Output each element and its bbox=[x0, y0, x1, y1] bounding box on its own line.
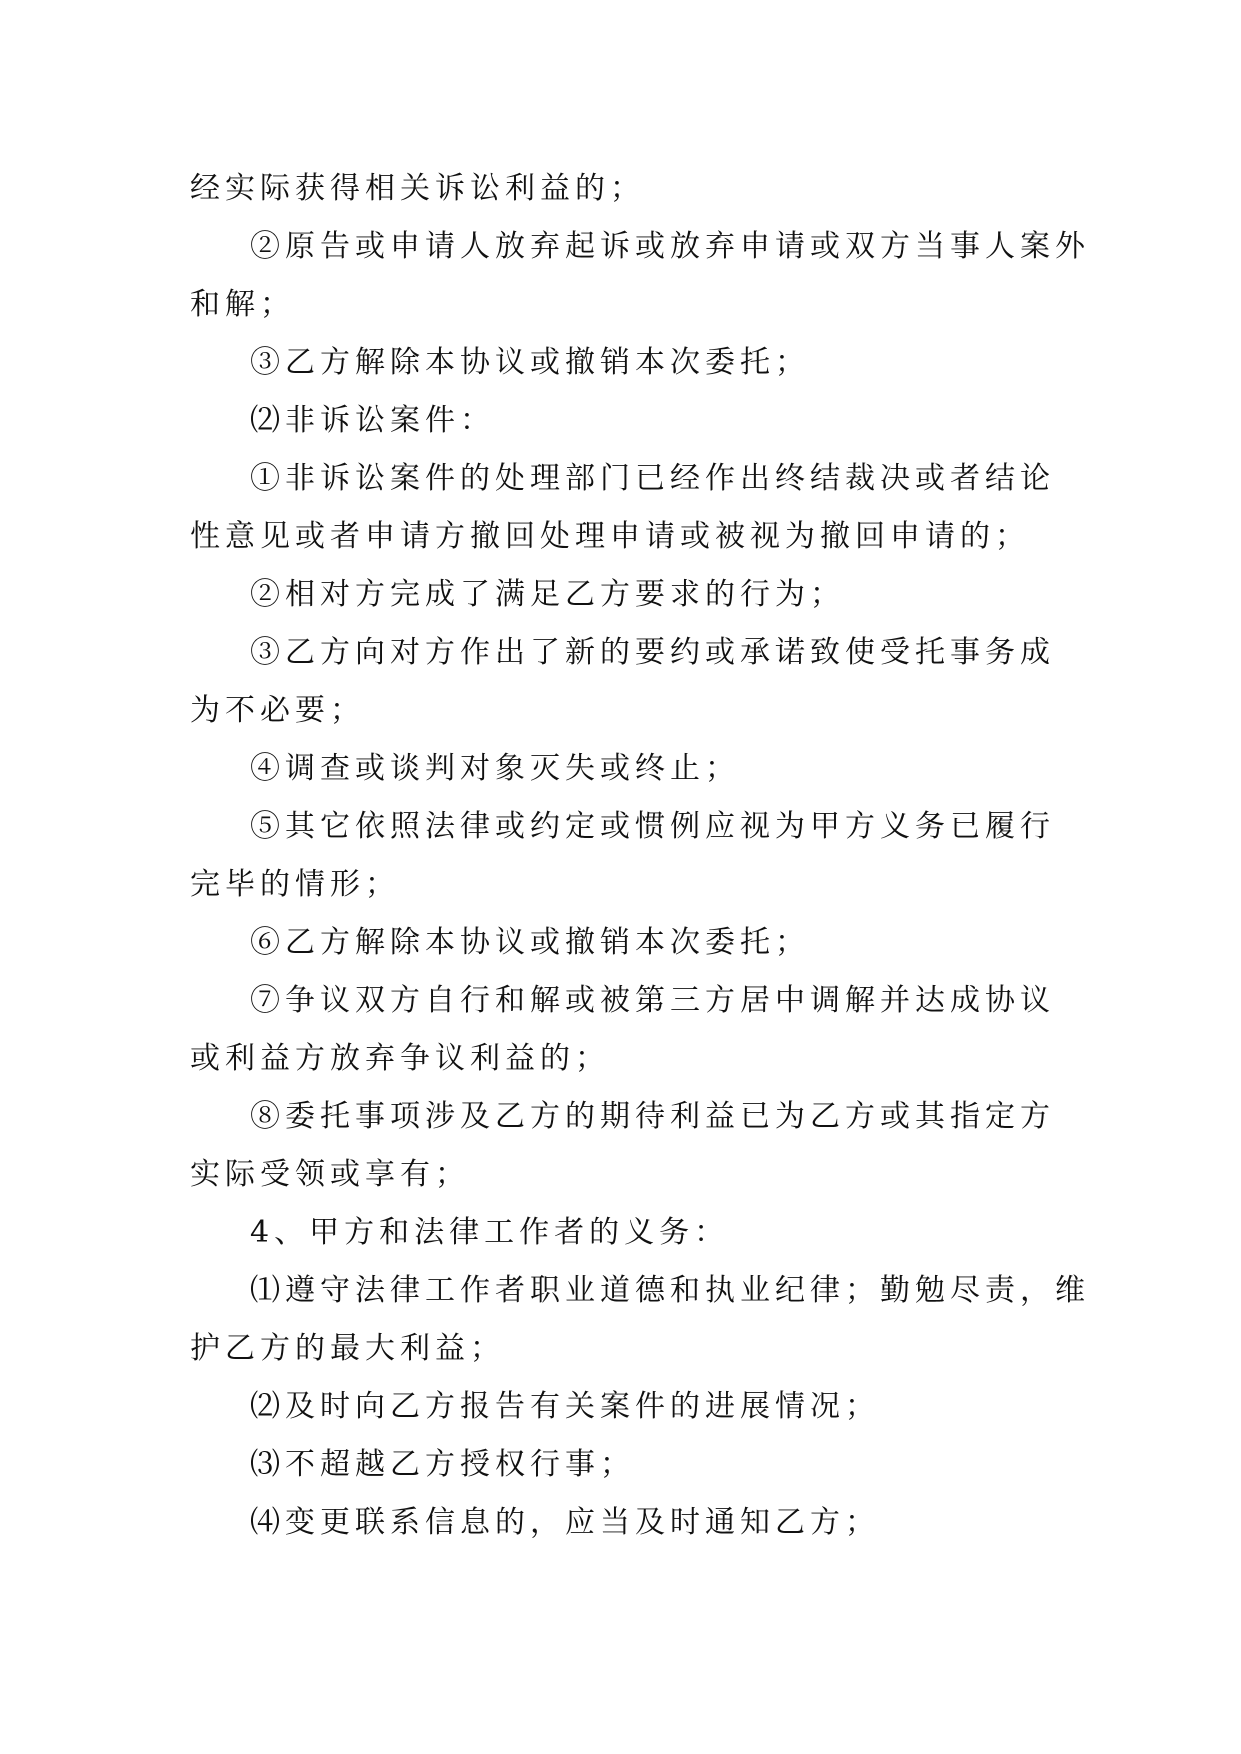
text-line: 经实际获得相关诉讼利益的； bbox=[190, 171, 645, 206]
text-line: 护乙方的最大利益； bbox=[190, 1331, 505, 1366]
text-line: ③乙方解除本协议或撤销本次委托； bbox=[250, 345, 810, 380]
text-line: 实际受领或享有； bbox=[190, 1157, 470, 1192]
text-line: 或利益方放弃争议利益的； bbox=[190, 1041, 610, 1076]
text-line: ⑷变更联系信息的，应当及时通知乙方； bbox=[250, 1505, 880, 1540]
text-line: 为不必要； bbox=[190, 693, 365, 728]
text-line: 性意见或者申请方撤回处理申请或被视为撤回申请的； bbox=[190, 519, 1030, 554]
text-line: ⑤其它依照法律或约定或惯例应视为甲方义务已履行 bbox=[250, 809, 1055, 844]
text-line: ②原告或申请人放弃起诉或放弃申请或双方当事人案外 bbox=[250, 229, 1090, 264]
text-line: ⑥乙方解除本协议或撤销本次委托； bbox=[250, 925, 810, 960]
text-line: ④调查或谈判对象灭失或终止； bbox=[250, 751, 740, 786]
text-line: ②相对方完成了满足乙方要求的行为； bbox=[250, 577, 845, 612]
text-line: 4、甲方和法律工作者的义务： bbox=[250, 1215, 730, 1250]
text-line: ⑧委托事项涉及乙方的期待利益已为乙方或其指定方 bbox=[250, 1099, 1055, 1134]
text-line: ③乙方向对方作出了新的要约或承诺致使受托事务成 bbox=[250, 635, 1055, 670]
text-line: 完毕的情形； bbox=[190, 867, 400, 902]
text-line: ⑴遵守法律工作者职业道德和执业纪律；勤勉尽责，维 bbox=[250, 1273, 1090, 1308]
text-line: ⑵非诉讼案件： bbox=[250, 403, 495, 438]
text-line: ⑶不超越乙方授权行事； bbox=[250, 1447, 635, 1482]
text-line: ⑵及时向乙方报告有关案件的进展情况； bbox=[250, 1389, 880, 1424]
text-line: ⑦争议双方自行和解或被第三方居中调解并达成协议 bbox=[250, 983, 1055, 1018]
text-line: ①非诉讼案件的处理部门已经作出终结裁决或者结论 bbox=[250, 461, 1055, 496]
text-line: 和解； bbox=[190, 287, 295, 322]
document-page bbox=[190, 160, 1090, 1552]
